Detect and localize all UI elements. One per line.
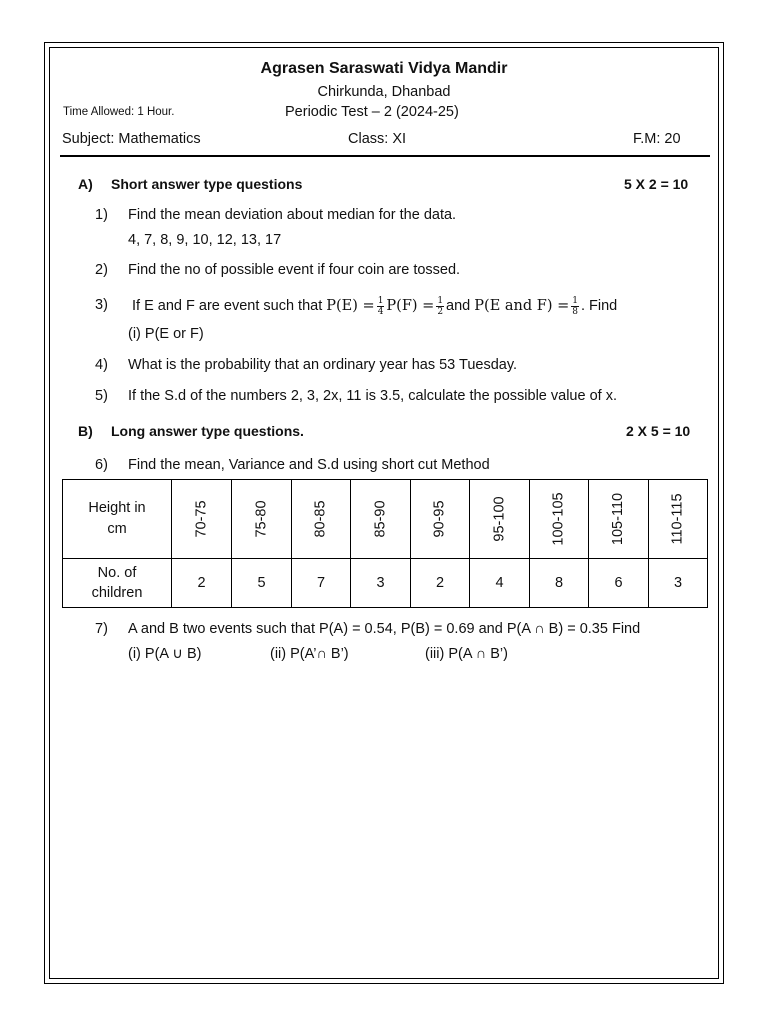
table-row-classes [63,480,708,559]
class-interval: 70-75 [193,500,210,538]
q3-text: If E and F are event such that [132,298,323,314]
q1-number: 1) [95,207,108,223]
table-cell-frequency: 2 [172,559,232,608]
q3-f3-num: 1 [572,295,578,306]
q3-f1-num: 1 [377,295,384,306]
table-cell-class [232,480,292,559]
class-interval: 100-105 [551,492,567,546]
table-cell-class [530,480,589,559]
q1-text: Find the mean deviation about median for the data. [128,207,457,223]
section-b-title: Long answer type questions. [111,423,304,439]
class-interval: 105-110 [610,492,627,546]
q4-number: 4) [95,357,108,373]
q3-pf: P(F) = [386,298,435,314]
table-header-height-line2: cm [107,521,127,537]
test-name: Periodic Test – 2 (2024-25) [285,104,459,120]
school-location: Chirkunda, Dhanbad [317,84,451,100]
q7-number: 7) [95,621,108,637]
q3-fraction-3 [571,296,579,317]
q5-text: If the S.d of the numbers 2, 3, 2x, 11 is 3.5, calculate the possible value of x. [128,388,617,404]
table-row-frequencies [63,559,708,608]
q7-subpart-3: (iii) P(A ∩ B’) [425,646,508,662]
q3-find: . Find [580,298,618,314]
class-interval: 110-115 [670,493,686,545]
full-marks: F.M: 20 [633,131,681,147]
school-name: Agrasen Saraswati Vidya Mandir [260,60,508,77]
q7-subpart-1: (i) P(A ∪ B) [128,646,202,662]
q4-text: What is the probability that an ordinary year has 53 Tuesday. [128,357,518,373]
q3-f1-den: 4 [377,306,384,317]
header-divider [60,155,710,157]
class-interval: 95-100 [491,496,508,542]
q3-subpart: (i) P(E or F) [128,326,204,342]
q3-f3-den: 8 [572,306,578,317]
table-header-children [63,559,172,608]
section-a-marks: 5 X 2 = 10 [624,176,689,192]
q3-f2-den: 2 [437,306,444,317]
table-cell-frequency: 3 [649,559,708,608]
table-cell-class [589,480,649,559]
table-cell-class [172,480,232,559]
class-interval: 75-80 [253,500,270,538]
q7-text: A and B two events such that P(A) = 0.54, P(B) = 0.69 and P(A ∩ B) = 0.35 Find [128,621,641,637]
frequency-table [62,479,708,608]
section-b-marks: 2 X 5 = 10 [626,423,691,439]
q3-fraction-1 [377,296,385,317]
table-cell-frequency: 5 [232,559,292,608]
table-cell-frequency: 4 [470,559,530,608]
subject: Subject: Mathematics [62,131,201,147]
q5-number: 5) [95,388,108,404]
table-cell-class [649,480,708,559]
q2-number: 2) [95,262,108,278]
q3-number: 3) [95,297,108,313]
table-header-height [63,480,172,559]
table-cell-frequency: 8 [530,559,589,608]
time-allowed: Time Allowed: 1 Hour. [63,106,175,118]
table-cell-frequency: 6 [589,559,649,608]
q6-number: 6) [95,457,108,473]
class-label: Class: XI [348,131,407,147]
q1-data: 4, 7, 8, 9, 10, 12, 13, 17 [128,232,282,248]
table-header-children-line1: No. of [97,565,137,581]
q3-f2-num: 1 [437,295,444,306]
section-a-title: Short answer type questions [111,176,303,192]
q3-fraction-2 [436,296,444,317]
table-cell-frequency: 3 [351,559,411,608]
q3-and: and [446,298,471,314]
table-cell-frequency: 7 [292,559,351,608]
class-interval: 80-85 [313,500,329,538]
table-cell-class [351,480,411,559]
class-interval: 85-90 [372,500,389,538]
q3-pef: P(E and F) = [474,298,570,314]
q3-statement [132,291,617,321]
table-cell-class [411,480,470,559]
class-interval: 90-95 [432,500,448,538]
q3-pe: P(E) = [326,298,375,314]
table-header-children-line2: children [91,585,143,601]
table-cell-class [470,480,530,559]
q6-text: Find the mean, Variance and S.d using short cut Method [128,457,490,473]
section-b-label: B) [78,423,93,439]
table-cell-class [292,480,351,559]
q2-text: Find the no of possible event if four coin are tossed. [128,262,461,278]
q7-subpart-2: (ii) P(A’∩ B’) [270,646,349,662]
table-cell-frequency: 2 [411,559,470,608]
section-a-label: A) [78,176,93,192]
table-header-height-line1: Height in [88,500,146,516]
